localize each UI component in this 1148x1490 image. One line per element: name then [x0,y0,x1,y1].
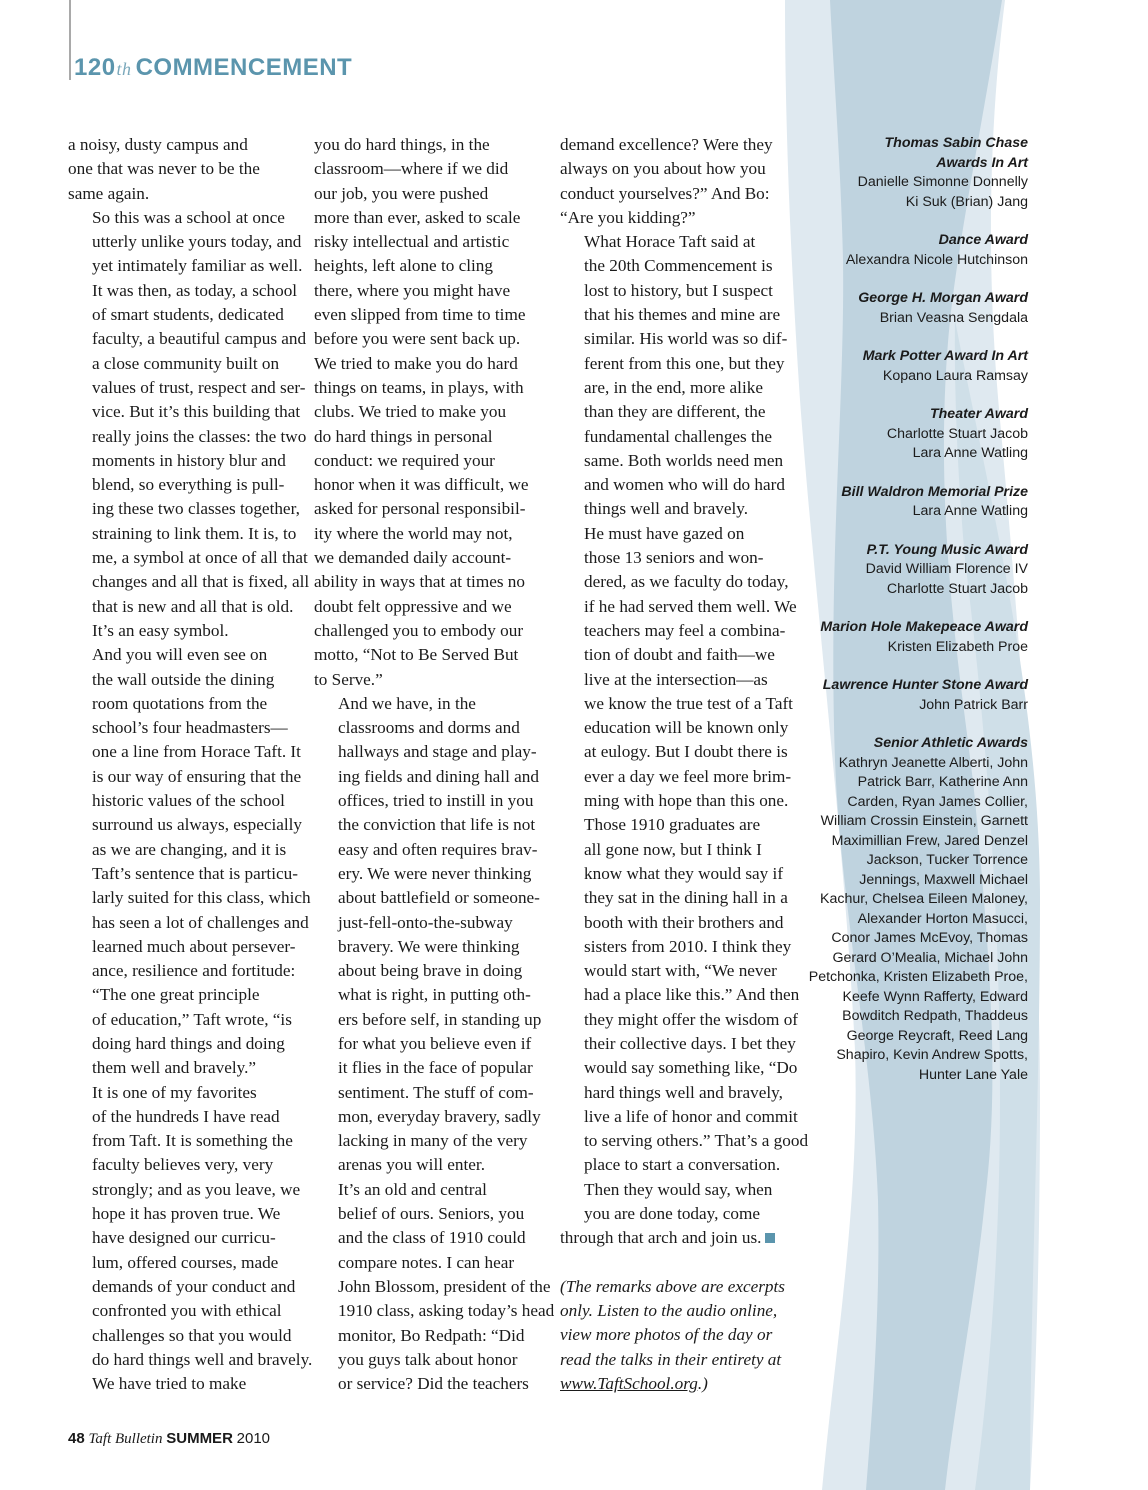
award-title [768,734,1028,754]
recipient-line: Alexander Horton Masucci, [857,910,1028,927]
text-line: Then they would say, when [584,1179,773,1199]
text-line: risky intellectual and artistic [314,232,510,252]
text-line: He must have gazed on [584,523,745,543]
recipient-line: Patrick Barr, Katherine Ann [857,774,1028,790]
text-line: doing hard things and doing [92,1033,285,1053]
award-title-line: George H. Morgan Award [858,290,1028,306]
text-line: challenges so that you would [92,1325,292,1345]
article-column-1 [68,133,313,1396]
text-line: it flies in the face of popular [338,1058,533,1078]
text-line: same again. [68,183,150,203]
text-line: conduct: we required your [314,450,495,470]
recipient-line: Keefe Wynn Rafferty, Edward [842,988,1028,1005]
award-recipients [768,696,1028,716]
text-line: ery. We were never thinking [338,863,532,883]
text-line: one a line from Horace Taft. It [92,742,301,762]
text-line: you are done today, come [584,1204,760,1224]
text-line: ability in ways that at times no [314,572,525,592]
text-line: sentiment. The stuff of com- [338,1082,534,1102]
text-line: you guys talk about honor [338,1349,518,1369]
text-line: motto, “Not to Be Served But [314,645,519,665]
award-title [768,289,1028,309]
award-title-line: Theater Award [929,406,1028,422]
text-line: larly suited for this class, which [92,888,311,908]
text-line: ance, resilience and fortitude: [92,961,296,981]
text-line: learned much about persever- [92,936,296,956]
recipient-line: Danielle Simonne Donnelly [857,174,1028,190]
text-line: the 20th Commencement is [584,256,773,276]
text-line: me, a symbol at once of all that [92,548,308,568]
text-line: dered, as we faculty do today, [584,572,789,592]
text-line: really joins the classes: the two [92,426,307,446]
award-title [768,134,1028,173]
text-line: challenged you to embody our [314,620,524,640]
recipient-line: Kopano Laura Ramsay [882,367,1028,384]
text-line: do hard things in personal [314,426,493,446]
text-line: them well and bravely.” [92,1058,257,1078]
award-entry [768,676,1028,715]
end-of-article-mark-icon [765,1233,775,1243]
text-line: 1910 class, asking today’s head [338,1301,555,1321]
recipient-line: Kristen Elizabeth Proe [887,638,1028,655]
text-line: John Blossom, president of the [338,1276,551,1296]
article-paragraph [68,643,311,983]
text-line: a noisy, dusty campus and [68,135,248,154]
award-entry [768,483,1028,522]
text-line: vice. But it’s this building that [92,402,301,422]
text-line: classroom—where if we did [314,159,509,179]
text-line: they sat in the dining hall in a [584,888,788,908]
text-line: and the class of 1910 could [338,1228,526,1248]
ordinal-suffix: th [116,59,132,79]
note-line: view more photos of the day or [560,1325,773,1345]
text-line: classrooms and dorms and [338,718,520,738]
text-line: hallways and stage and play- [338,742,537,762]
text-line: utterly unlike yours today, and [92,232,302,252]
award-recipients [768,367,1028,387]
text-line: moments in history blur and [92,450,286,470]
text-line: changes and all that is fixed, all [92,572,310,592]
text-line: What Horace Taft said at [584,232,756,252]
text-line: just-fell-onto-the-subway [338,912,513,932]
note-line: only. Listen to the audio online, [560,1300,778,1320]
text-line: room quotations from the [92,693,268,713]
recipient-line: Charlotte Stuart Jacob [886,425,1028,442]
award-title [768,231,1028,251]
header-rule [69,0,71,80]
text-line: Taft’s sentence that is particu- [92,863,298,883]
recipient-line: Alexandra Nicole Hutchinson [845,251,1028,268]
text-line: And you will even see on [92,645,268,665]
text-line: would start with, “We never [584,961,777,981]
award-title [768,405,1028,425]
text-line: belief of ours. Seniors, you [338,1204,525,1224]
issue-season: SUMMER [166,1430,233,1447]
text-line: the wall outside the dining [92,669,275,689]
recipient-line: Hunter Lane Yale [918,1066,1028,1083]
recipient-line: Lara Anne Watling [912,445,1028,461]
recipient-line: David William Florence IV [865,561,1028,577]
publication-name: Taft Bulletin [88,1431,163,1447]
award-title [768,618,1028,638]
recipient-line: Shapiro, Kevin Andrew Spotts, [836,1047,1028,1063]
recipient-line: Petchonka, Kristen Elizabeth Proe, [808,969,1028,985]
article-paragraph [560,813,809,1177]
text-line: what is right, in putting oth- [338,985,531,1005]
text-line: that is new and all that is old. [92,596,294,616]
text-line: teachers may feel a combina- [584,620,786,640]
award-title-line: Thomas Sabin Chase [884,135,1028,151]
text-line: yet intimately familiar as well. [92,256,303,276]
text-line: a close community built on [92,353,280,373]
text-line: do hard things well and bravely. [92,1349,313,1369]
text-line: the conviction that life is not [338,815,536,835]
text-line: ming with hope than this one. [584,791,789,811]
text-line: place to start a conversation. [584,1155,781,1175]
recipient-line: Bowditch Redpath, Thaddeus [842,1008,1028,1024]
recipient-line: Conor James McEvoy, Thomas [831,930,1028,946]
article-column-3 [560,133,809,1396]
text-line: Those 1910 graduates are [584,815,761,835]
text-line: hope it has proven true. We [92,1204,281,1224]
award-recipients [768,173,1028,212]
text-line: So this was a school at once [92,207,285,227]
text-line: as we are changing, and it is [92,839,287,859]
recipient-line: Kachur, Chelsea Eileen Maloney, [820,891,1028,907]
award-title-line: Dance Award [938,232,1028,248]
award-title-line: Senior Athletic Awards [873,735,1028,751]
text-line: asked for personal responsibil- [314,499,526,519]
recipient-line: Carden, Ryan James Collier, [847,793,1028,810]
text-line: are, in the end, more alike [584,377,763,397]
excerpt-note: (The remarks above are excerpts only. Listen to the audio online, view more photos of the day or read the talks in their entirety at www.TaftSchool.org.) [560,1276,785,1393]
award-recipients [768,425,1028,464]
text-line: monitor, Bo Redpath: “Did [338,1325,525,1345]
text-line: It’s an easy symbol. [92,620,229,640]
recipient-line: Brian Veasna Sengdala [879,309,1028,326]
text-line: their collective days. I bet they [584,1033,796,1053]
award-title-line: Lawrence Hunter Stone Award [822,677,1028,693]
text-line: of smart students, dedicated [92,305,284,325]
text-line: more than ever, asked to scale [314,207,521,227]
text-line: faculty believes very, very [92,1155,274,1175]
text-line: conduct yourselves?” And Bo: [560,183,770,203]
text-line: We tried to make you do hard [314,353,518,373]
note-line: read the talks in their entirety at [560,1349,782,1369]
text-line: if he had served them well. We [584,596,797,616]
text-line: our job, you were pushed [314,183,489,203]
article-paragraph [314,1178,555,1397]
article-paragraph [560,230,786,522]
text-line: live at the intersection—as [584,669,768,689]
text-line: than they are different, the [584,402,766,422]
text-line: to Serve.” [314,669,383,689]
text-line: It is one of my favorites [92,1082,257,1102]
text-line: lacking in many of the very [338,1131,528,1151]
article-paragraph [560,1178,786,1251]
text-line: strongly; and as you leave, we [92,1179,301,1199]
text-line: “Are you kidding?” [560,207,696,227]
recipient-line: Charlotte Stuart Jacob [886,580,1028,597]
text-line: had a place like this.” And then [584,985,800,1005]
award-recipients [768,309,1028,329]
article-column-2 [314,133,555,1396]
text-line: blend, so everything is pull- [92,475,285,495]
text-line: bravery. We were thinking [338,936,520,956]
award-recipients [768,502,1028,522]
award-entry [768,405,1028,464]
text-line: would say something like, “Do [584,1058,798,1078]
award-recipients [768,754,1028,1086]
text-line: straining to link them. It is, to [92,523,297,543]
text-line: that his themes and mine are [584,305,781,325]
article-paragraph [560,133,786,230]
award-entry [768,231,1028,270]
recipient-line: Lara Anne Watling [912,503,1028,519]
text-line: you do hard things, in the [314,135,490,154]
text-line: know what they would say if [584,863,784,883]
text-line: We have tried to make [92,1374,247,1394]
text-line: heights, left alone to cling [314,256,493,276]
text-line: same. Both worlds need men [584,450,784,470]
text-line: sisters from 2010. I think they [584,936,792,956]
text-line: historic values of the school [92,791,285,811]
text-line: one that was never to be the [68,159,260,179]
anniversary-number: 120 [74,54,116,81]
award-title-line: Marion Hole Makepeace Award [820,619,1028,635]
text-line: we demanded daily account- [314,548,512,568]
text-line: even slipped from time to time [314,305,526,325]
text-line: all gone now, but I think I [584,839,762,859]
text-line: about being brave in doing [338,961,523,981]
page-number: 48 [68,1430,85,1447]
text-line: ers before self, in standing up [338,1009,542,1029]
text-line: honor when it was difficult, we [314,475,529,495]
text-line: ever a day we feel more brim- [584,766,792,786]
text-line: things on teams, in plays, with [314,377,524,397]
text-line: arenas you will enter. [338,1155,485,1175]
text-line: It’s an old and central [338,1179,487,1199]
text-line: through that arch and join us. [560,1228,762,1248]
text-line: doubt felt oppressive and we [314,596,512,616]
award-title-line: Awards In Art [936,154,1028,171]
text-line: lost to history, but I suspect [584,280,773,300]
text-line: from Taft. It is something the [92,1131,293,1151]
section-title: COMMENCEMENT [135,54,353,81]
text-line: we know the true test of a Taft [584,693,793,713]
text-line: mon, everyday bravery, sadly [338,1106,541,1126]
article-paragraph [68,1081,313,1373]
text-line: booth with their brothers and [584,912,784,932]
award-recipients [768,251,1028,271]
recipient-line: Jackson, Tucker Torrence [866,852,1028,868]
article-paragraph [68,983,294,1080]
recipient-line: George Reycraft, Reed Lang [846,1027,1028,1044]
text-line: is our way of ensuring that the [92,766,302,786]
award-entry [768,347,1028,386]
text-line: surround us always, especially [92,815,303,835]
text-line: ferent from this one, but they [584,353,785,373]
text-line: It was then, as today, a school [92,280,298,300]
text-line: there, where you might have [314,280,511,300]
award-title-line: Bill Waldron Memorial Prize [841,483,1028,500]
taft-school-link[interactable]: www.TaftSchool.org [560,1373,698,1393]
text-line: tion of doubt and faith—we [584,645,775,665]
text-line: demand excellence? Were they [560,135,773,154]
text-line: faculty, a beautiful campus and [92,329,307,349]
text-line: offices, tried to instill in you [338,791,534,811]
text-line: demands of your conduct and [92,1276,296,1296]
text-line: always on you about how you [560,159,766,179]
award-title [768,541,1028,561]
text-line: ing fields and dining hall and [338,766,539,786]
text-line: and women who will do hard [584,475,785,495]
award-entry [768,734,1028,1085]
text-line: fundamental challenges the [584,426,773,446]
text-line: for what you believe even if [338,1033,532,1053]
text-line: things well and bravely. [584,499,749,519]
award-title [768,347,1028,367]
article-paragraph [314,133,540,692]
text-line: compare notes. I can hear [338,1252,515,1272]
text-line: they might offer the wisdom of [584,1009,799,1029]
text-line: has seen a lot of challenges and [92,912,309,932]
text-line: at eulogy. But I doubt there is [584,742,788,762]
recipient-line: Kathryn Jeanette Alberti, John [838,754,1028,771]
text-line: have designed our curricu- [92,1228,276,1248]
section-header [74,54,352,82]
recipient-line: Maximillian Frew, Jared Denzel [831,832,1028,849]
text-line: about battlefield or someone- [338,888,540,908]
recipient-line: Ki Suk (Brian) Jang [905,193,1028,210]
award-entry [768,618,1028,657]
text-line: before you were sent back up. [314,329,521,349]
text-line: or service? Did the teachers [338,1374,529,1394]
award-title [768,676,1028,696]
note-line: (The remarks above are excerpts [560,1276,785,1296]
recipient-line: John Patrick Barr [919,696,1028,713]
award-title [768,483,1028,503]
text-line: values of trust, respect and ser- [92,377,306,397]
text-line: school’s four headmasters— [92,718,288,738]
recipient-line: Gerard O’Mealia, Michael John [832,949,1028,966]
article-paragraph [68,133,294,206]
text-line: And we have, in the [338,693,476,713]
text-line: education will be known only [584,718,789,738]
text-line: easy and often requires brav- [338,839,538,859]
article-paragraph [560,522,797,814]
page-footer [68,1430,270,1448]
text-line: hard things well and bravely, [584,1082,783,1102]
text-line: ity where the world may not, [314,523,513,543]
article-paragraph [314,692,540,1178]
recipient-line: William Crossin Einstein, Garnett [820,813,1028,829]
text-line: ing these two classes together, [92,499,300,519]
issue-year: 2010 [236,1430,271,1447]
text-line: those 13 seniors and won- [584,548,764,568]
article-paragraph [68,1372,294,1396]
award-recipients [768,560,1028,599]
award-entry [768,289,1028,328]
text-line: to serving others.” That’s a good [584,1131,809,1151]
text-line: similar. His world was so dif- [584,329,788,349]
article-paragraph [68,206,310,643]
text-line: clubs. We tried to make you [314,402,507,422]
awards-sidebar [768,134,1028,1104]
award-title-line: Mark Potter Award In Art [862,348,1028,364]
award-entry [768,134,1028,212]
award-title-line: P.T. Young Music Award [866,541,1028,558]
text-line: of the hundreds I have read [92,1106,280,1126]
text-line: lum, offered courses, made [92,1252,279,1272]
text-line: confronted you with ethical [92,1301,282,1321]
text-line: “The one great principle [92,985,260,1005]
award-entry [768,541,1028,600]
award-recipients [768,638,1028,658]
recipient-line: Jennings, Maxwell Michael [859,871,1028,888]
text-line: of education,” Taft wrote, “is [92,1009,292,1029]
text-line: live a life of honor and commit [584,1106,798,1126]
